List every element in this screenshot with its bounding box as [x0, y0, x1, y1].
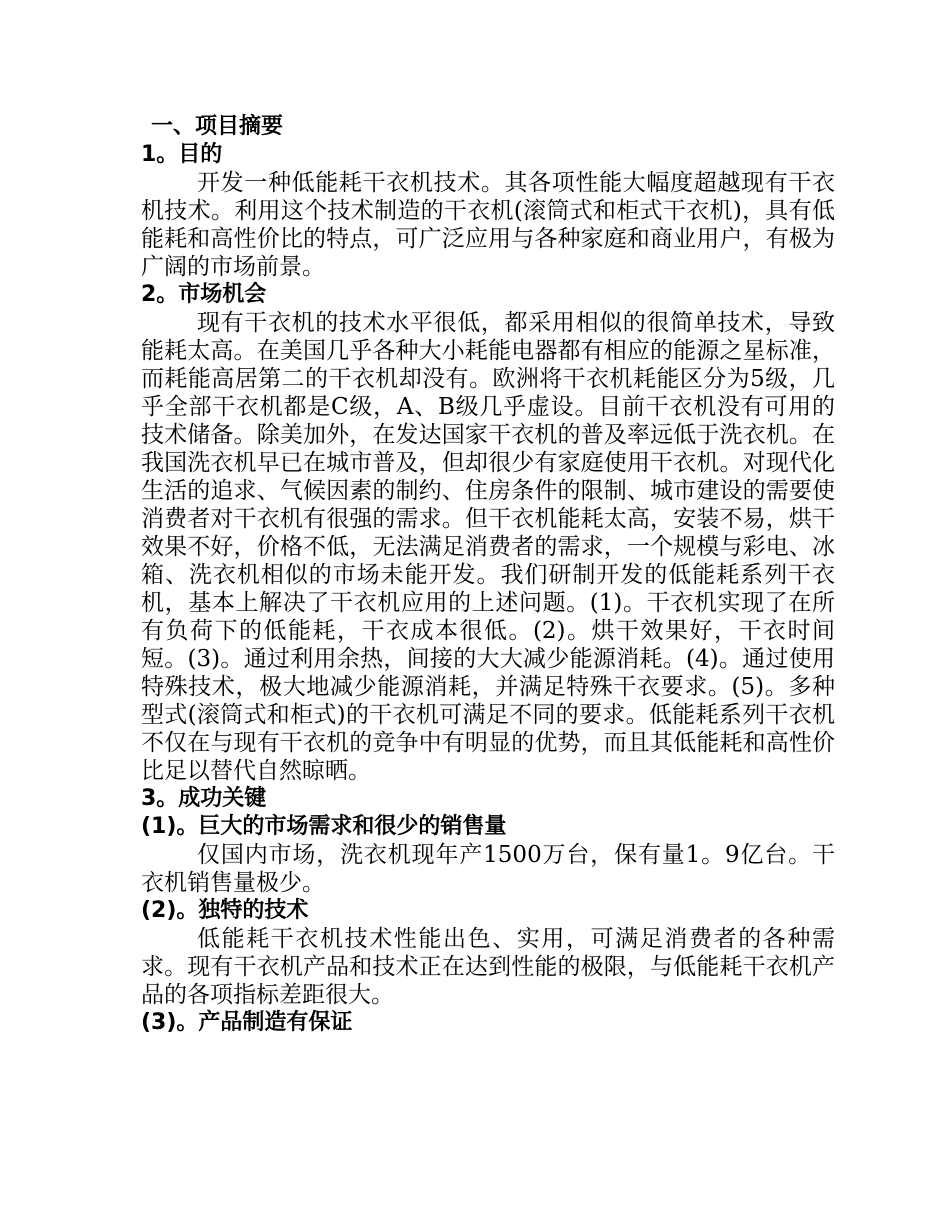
key-item-paragraph: 低能耗干衣机技术性能出色、实用，可满足消费者的各种需求。现有干衣机产品和技术正在达到性能的极限，与低能耗干衣机产品的各项指标差距很大。 [141, 926, 835, 1008]
key-item-heading: (3)。产品制造有保证 [141, 1010, 353, 1035]
purpose-paragraph: 开发一种低能耗干衣机技术。其各项性能大幅度超越现有干衣机技术。利用这个技术制造的干衣机(滚筒式和柜式干衣机)，具有低能耗和高性价比的特点，可广泛应用与各种家庭和商业用户，有极为广阔的市场前景。 [141, 170, 835, 280]
keys-heading: 3。成功关键 [141, 786, 267, 811]
market-heading: 2。市场机会 [141, 282, 267, 307]
key-item-heading: (1)。巨大的市场需求和很少的销售量 [141, 814, 507, 839]
section-title: 一、项目摘要 [151, 114, 284, 139]
market-paragraph: 现有干衣机的技术水平很低，都采用相似的很简单技术，导致能耗太高。在美国几乎各种大小耗能电器都有相应的能源之星标准，而耗能高居第二的干衣机却没有。欧洲将干衣机耗能区分为5级，几乎全部干衣机都是C级，A、B级几乎虚设。目前干衣机没有可用的技术储备。除美加外，在发达国家干衣机的普及率远低于洗衣机。在我国洗衣机早已在城市普及，但却很少有家庭使用干衣机。对现代化生活的追求、气候因素的制约、住房条件的限制、城市建设的需要使消费者对干衣机有很强的需求。但干衣机能耗太高，安装不易，烘干效果不好，价格不低，无法满足消费者的需求，一个规模与彩电、冰箱、洗衣机相似的市场未能开发。我们研制开发的低能耗系列干衣机，基本上解决了干衣机应用的上述问题。(1)。干衣机实现了在所有负荷下的低能耗，干衣成本很低。(2)。烘干效果好，干衣时间短。(3)。通过利用余热，间接的大大减少能源消耗。(4)。通过使用特殊技术，极大地减少能源消耗，并满足特殊干衣要求。(5)。多种型式(滚筒式和柜式)的干衣机可满足不同的要求。低能耗系列干衣机不仅在与现有干衣机的竞争中有明显的优势，而且其低能耗和高性价比足以替代自然晾晒。 [141, 310, 835, 784]
key-item-paragraph: 仅国内市场，洗衣机现年产1500万台，保有量1。9亿台。干衣机销售量极少。 [141, 842, 835, 896]
document-body [141, 113, 835, 1037]
key-item-heading: (2)。独特的技术 [141, 898, 309, 923]
purpose-heading: 1。目的 [141, 142, 223, 167]
